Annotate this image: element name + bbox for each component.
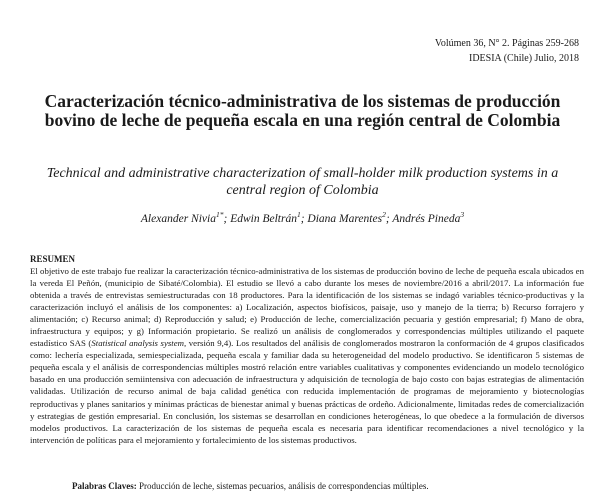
paper-title-spanish: Caracterización técnico-administrativa de los sistemas de producción bovino de leche de pequeña escala en una región central de Colombia <box>44 91 561 130</box>
keywords-line <box>72 481 429 491</box>
author-name: Alexander Nivia <box>140 213 216 225</box>
author-list <box>0 210 605 225</box>
abstract-text-part2: versión 9,4). Los resultados del análisis de conglomerados mostraron la conformación de 4 grupos clasificados como: lechería especializada, semiespecializada, pequeña escala y familiar dada su heterogeneidad del modelo productivo. Se identificaron 5 sistemas de pequeña escala y el análisis de correspondencias múltiples mostró relación entre variables cualitativas y componentes evidenciando un modelo tecnológico basado en una producción semiintensiva con adecuación de infraestructura y adquisición de tecnología de bajo costo con bajas estrategias de alimentación validadas. Utilización de recurso animal de baja calidad genética con reducida implementación de programas de mejoramiento y biotecnologías reproductivas y planes sanitarios y mínimas prácticas de bienestar animal y buenas prácticas de ordeño. Adicionalmente, limitadas redes de comercialización y estrategias de gestión empresarial. En conclusión, los sistemas se desarrollan en condiciones heterogéneas, lo que obedece a la formulación de diversos modelos productivos. La caracterización de los sistemas de pequeña escala es necesaria para identificar recomendaciones a nivel tecnológico y la intervención de políticas para el mejoramiento y fortalecimiento de los sistemas productivos. <box>30 338 584 445</box>
author-affiliation: 1* <box>215 210 224 220</box>
author-separator: ; <box>385 213 393 225</box>
abstract-body <box>30 265 584 446</box>
author-affiliation: 3 <box>460 210 465 220</box>
author-name: Edwin Beltrán <box>230 213 297 225</box>
paper-title-english: Technical and administrative characterization of small-holder milk production systems in a central region of Colombia <box>46 166 559 198</box>
keywords-text: Producción de leche, sistemas pecuarios, análisis de correspondencias múltiples. <box>136 481 429 491</box>
abstract-text-part1: El objetivo de este trabajo fue realizar la caracterización técnico-administrativa de los sistemas de producción bovino de leche de pequeña escala ubicados en la vereda El Peñón, (municipio de Sibaté/Colombia). El estudio se llevó a cabo durante los meses de noviembre/2016 a abril/2017. La información fue obtenida a través de entrevistas semiestructuradas con 18 productores. Para la identificación de los sistemas se indagó variables técnico-productivas y la caracterización incluyó el análisis de los componentes: a) Localización, aspectos biofísicos, paisaje, uso y manejo de la tierra; b) Recurso forrajero y alimentación; c) Recurso animal; d) Reproducción y salud; e) Producción de leche, comercialización pecuaria y gestión empresarial; f) Mano de obra, infraestructura y equipos; y g) Información propietario. Se realizó un análisis de conglomerados y correspondencias múltiples utilizando el paquete estadístico SAS ( <box>30 266 584 349</box>
author-separator: ; <box>223 213 231 225</box>
abstract-heading: RESUMEN <box>30 254 76 264</box>
author-separator: ; <box>300 213 308 225</box>
journal-volume-line: Volúmen 36, N° 2. Páginas 259-268 <box>434 38 579 49</box>
author-name: Andrés Pineda <box>392 213 461 225</box>
journal-info <box>435 36 579 66</box>
author-affiliation: 1 <box>296 210 301 220</box>
author-name: Diana Marentes <box>307 213 383 225</box>
journal-publisher-line: IDESIA (Chile) Julio, 2018 <box>469 53 579 64</box>
author-affiliation: 2 <box>382 210 386 220</box>
abstract-software-name: Statistical analysis system, <box>91 338 187 349</box>
keywords-label: Palabras Claves: <box>72 481 137 491</box>
